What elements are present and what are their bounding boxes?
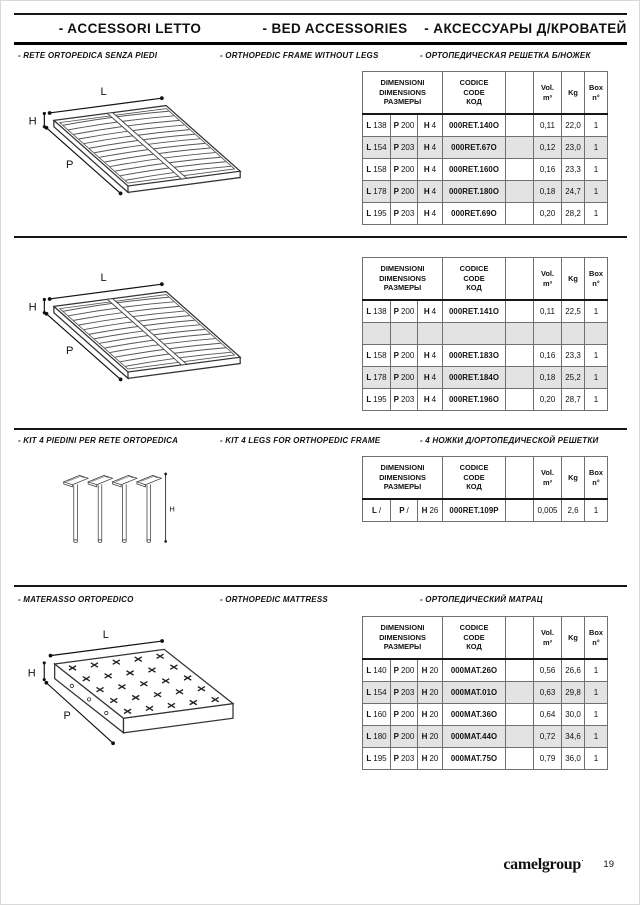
dimension-cell: P 200 bbox=[391, 659, 418, 681]
volume-cell: 0,11 bbox=[534, 114, 562, 136]
box-count-cell: 1 bbox=[585, 499, 608, 521]
box-count-cell: 1 bbox=[585, 703, 608, 725]
code-cell: 000MAT.75O bbox=[443, 747, 506, 769]
dimension-cell: P / bbox=[391, 499, 418, 521]
gap-cell bbox=[506, 703, 534, 725]
dimensions-header: DIMENSIONI DIMENSIONS РАЗМЕРЫ bbox=[363, 457, 443, 500]
gap-cell bbox=[506, 725, 534, 747]
gap-header bbox=[506, 72, 534, 115]
dimension-cell: H 4 bbox=[418, 388, 443, 410]
dimension-cell: L 195 bbox=[363, 202, 391, 224]
table-header-row bbox=[363, 258, 608, 301]
gap-cell bbox=[506, 114, 534, 136]
box-count-cell: 1 bbox=[585, 136, 608, 158]
table-row bbox=[363, 322, 608, 344]
dimension-cell: L 180 bbox=[363, 725, 391, 747]
gap-cell bbox=[506, 388, 534, 410]
section3-titles bbox=[0, 436, 640, 448]
dimension-cell: L 158 bbox=[363, 344, 391, 366]
dimension-label-h: H bbox=[27, 667, 36, 680]
volume-cell: 0,11 bbox=[534, 300, 562, 322]
volume-cell: 0,64 bbox=[534, 703, 562, 725]
weight-cell: 22,5 bbox=[562, 300, 585, 322]
weight-cell: 36,0 bbox=[562, 747, 585, 769]
volume-cell: 0,18 bbox=[534, 180, 562, 202]
section1-titles bbox=[0, 51, 640, 63]
volume-cell: 0,16 bbox=[534, 344, 562, 366]
volume-cell: 0,56 bbox=[534, 659, 562, 681]
dimension-cell: L 160 bbox=[363, 703, 391, 725]
volume-cell: 0,79 bbox=[534, 747, 562, 769]
box-count-cell: 1 bbox=[585, 180, 608, 202]
code-header: CODICE CODE КОД bbox=[443, 258, 506, 301]
section1-title-en: - ORTHOPEDIC FRAME WITHOUT LEGS bbox=[220, 51, 379, 60]
kg-header: Kg bbox=[562, 258, 585, 301]
dimension-cell: H 20 bbox=[418, 725, 443, 747]
dimension-cell: P 200 bbox=[391, 300, 418, 322]
dimension-cell: P 203 bbox=[391, 388, 418, 410]
dimension-cell: P 200 bbox=[391, 344, 418, 366]
weight-cell: 23,0 bbox=[562, 136, 585, 158]
dimension-cell: H 4 bbox=[418, 300, 443, 322]
volume-cell bbox=[534, 322, 562, 344]
dimension-cell: L 178 bbox=[363, 180, 391, 202]
header-rule bbox=[14, 42, 627, 45]
volume-cell: 0,18 bbox=[534, 366, 562, 388]
box-count-cell: 1 bbox=[585, 202, 608, 224]
gap-cell bbox=[506, 202, 534, 224]
code-header: CODICE CODE КОД bbox=[443, 72, 506, 115]
dimension-cell: H 4 bbox=[418, 136, 443, 158]
spec-table-frame-1 bbox=[362, 71, 608, 225]
section4-title-it: - MATERASSO ORTOPEDICO bbox=[18, 595, 134, 604]
table-row bbox=[363, 681, 608, 703]
table-row bbox=[363, 747, 608, 769]
box-header: Box n° bbox=[585, 72, 608, 115]
volume-cell: 0,20 bbox=[534, 202, 562, 224]
table-row bbox=[363, 366, 608, 388]
dimension-label-l: L bbox=[102, 628, 109, 641]
slat-frame-drawing-1 bbox=[20, 78, 255, 203]
volume-cell: 0,72 bbox=[534, 725, 562, 747]
dimension-cell: L 138 bbox=[363, 300, 391, 322]
spec-table-legs bbox=[362, 456, 608, 522]
gap-cell bbox=[506, 747, 534, 769]
code-cell: 000RET.69O bbox=[443, 202, 506, 224]
code-cell bbox=[443, 322, 506, 344]
gap-header bbox=[506, 457, 534, 500]
box-count-cell: 1 bbox=[585, 747, 608, 769]
section3-title-it: - KIT 4 PIEDINI PER RETE ORTOPEDICA bbox=[18, 436, 179, 445]
box-count-cell: 1 bbox=[585, 114, 608, 136]
dimension-cell: P 203 bbox=[391, 681, 418, 703]
dimension-cell: L 178 bbox=[363, 366, 391, 388]
gap-cell bbox=[506, 499, 534, 521]
vol-header: Vol. m³ bbox=[534, 258, 562, 301]
code-cell: 000RET.141O bbox=[443, 300, 506, 322]
dimension-cell: H 4 bbox=[418, 366, 443, 388]
dimension-cell bbox=[363, 322, 391, 344]
box-count-cell: 1 bbox=[585, 344, 608, 366]
dimension-cell: L 195 bbox=[363, 747, 391, 769]
dimension-cell: P 203 bbox=[391, 747, 418, 769]
gap-cell bbox=[506, 659, 534, 681]
section4-title-en: - ORTHOPEDIC MATTRESS bbox=[220, 595, 328, 604]
kg-header: Kg bbox=[562, 72, 585, 115]
table-row bbox=[363, 300, 608, 322]
table-header-row bbox=[363, 72, 608, 115]
dimension-cell: L 154 bbox=[363, 681, 391, 703]
table-row bbox=[363, 114, 608, 136]
weight-cell: 34,6 bbox=[562, 725, 585, 747]
dimensions-header: DIMENSIONI DIMENSIONS РАЗМЕРЫ bbox=[363, 617, 443, 660]
code-cell: 000MAT.01O bbox=[443, 681, 506, 703]
dimension-cell: H 20 bbox=[418, 659, 443, 681]
weight-cell: 29,8 bbox=[562, 681, 585, 703]
weight-cell: 28,7 bbox=[562, 388, 585, 410]
code-cell: 000MAT.26O bbox=[443, 659, 506, 681]
section-divider-3 bbox=[14, 585, 627, 587]
table-header-row bbox=[363, 617, 608, 660]
section3-title-ru: - 4 НОЖКИ Д/ОРТОПЕДИЧЕСКОЙ РЕШЕТКИ bbox=[420, 436, 599, 445]
weight-cell: 23,3 bbox=[562, 344, 585, 366]
dimension-cell: H 20 bbox=[418, 681, 443, 703]
box-count-cell: 1 bbox=[585, 725, 608, 747]
vol-header: Vol. m³ bbox=[534, 72, 562, 115]
gap-cell bbox=[506, 180, 534, 202]
table-row bbox=[363, 499, 608, 521]
code-cell: 000RET.180O bbox=[443, 180, 506, 202]
code-cell: 000RET.183O bbox=[443, 344, 506, 366]
box-count-cell bbox=[585, 322, 608, 344]
vol-header: Vol. m³ bbox=[534, 617, 562, 660]
table-header-row bbox=[363, 457, 608, 500]
box-count-cell: 1 bbox=[585, 681, 608, 703]
table-row bbox=[363, 659, 608, 681]
gap-cell bbox=[506, 344, 534, 366]
dimension-cell: L 138 bbox=[363, 114, 391, 136]
spec-table-frame-2 bbox=[362, 257, 608, 411]
section4-title-ru: - ОРТОПЕДИЧЕСКИЙ МАТРАЦ bbox=[420, 595, 543, 604]
code-cell: 000MAT.36O bbox=[443, 703, 506, 725]
dimension-cell: L 140 bbox=[363, 659, 391, 681]
gap-cell bbox=[506, 366, 534, 388]
header-title-en: - BED ACCESSORIES bbox=[262, 21, 408, 36]
section1-title-ru: - ОРТОПЕДИЧЕСКАЯ РЕШЕТКА Б/НОЖЕК bbox=[420, 51, 591, 60]
volume-cell: 0,63 bbox=[534, 681, 562, 703]
table-row bbox=[363, 136, 608, 158]
dimension-cell: P 200 bbox=[391, 366, 418, 388]
table-row bbox=[363, 725, 608, 747]
code-header: CODICE CODE КОД bbox=[443, 617, 506, 660]
volume-cell: 0,005 bbox=[534, 499, 562, 521]
box-header: Box n° bbox=[585, 617, 608, 660]
box-count-cell: 1 bbox=[585, 366, 608, 388]
dimension-cell: P 200 bbox=[391, 725, 418, 747]
legs-kit-drawing bbox=[58, 468, 180, 551]
kg-header: Kg bbox=[562, 457, 585, 500]
gap-cell bbox=[506, 322, 534, 344]
weight-cell: 25,2 bbox=[562, 366, 585, 388]
section4-titles bbox=[0, 595, 640, 607]
box-count-cell: 1 bbox=[585, 158, 608, 180]
dimension-cell: P 203 bbox=[391, 136, 418, 158]
volume-cell: 0,16 bbox=[534, 158, 562, 180]
dimension-cell: P 200 bbox=[391, 114, 418, 136]
dimension-cell: P 200 bbox=[391, 180, 418, 202]
gap-cell bbox=[506, 681, 534, 703]
dimension-cell: H 26 bbox=[418, 499, 443, 521]
gap-header bbox=[506, 617, 534, 660]
table-row bbox=[363, 703, 608, 725]
dimension-cell: H 4 bbox=[418, 344, 443, 366]
code-header: CODICE CODE КОД bbox=[443, 457, 506, 500]
table-row bbox=[363, 202, 608, 224]
weight-cell: 23,3 bbox=[562, 158, 585, 180]
box-count-cell: 1 bbox=[585, 300, 608, 322]
camelgroup-logo: camelgroup bbox=[503, 856, 581, 873]
dimensions-header: DIMENSIONI DIMENSIONS РАЗМЕРЫ bbox=[363, 72, 443, 115]
spec-table-mattress bbox=[362, 616, 608, 770]
top-rule bbox=[14, 13, 627, 15]
code-cell: 000MAT.44O bbox=[443, 725, 506, 747]
vol-header: Vol. m³ bbox=[534, 457, 562, 500]
page-header bbox=[14, 21, 627, 36]
dimension-cell: P 203 bbox=[391, 202, 418, 224]
gap-header bbox=[506, 258, 534, 301]
dimensions-header: DIMENSIONI DIMENSIONS РАЗМЕРЫ bbox=[363, 258, 443, 301]
code-cell: 000RET.160O bbox=[443, 158, 506, 180]
weight-cell bbox=[562, 322, 585, 344]
mattress-drawing bbox=[18, 616, 253, 762]
volume-cell: 0,20 bbox=[534, 388, 562, 410]
page-number: 19 bbox=[603, 859, 614, 870]
dimension-cell: H 20 bbox=[418, 747, 443, 769]
logo-mark: · bbox=[580, 855, 584, 865]
dimension-cell bbox=[391, 322, 418, 344]
box-header: Box n° bbox=[585, 258, 608, 301]
dimension-label-h: H bbox=[169, 504, 175, 514]
code-cell: 000RET.140O bbox=[443, 114, 506, 136]
page-footer bbox=[14, 855, 614, 874]
dimension-cell: L 154 bbox=[363, 136, 391, 158]
dimension-cell bbox=[418, 322, 443, 344]
weight-cell: 2,6 bbox=[562, 499, 585, 521]
code-cell: 000RET.184O bbox=[443, 366, 506, 388]
dimension-cell: H 4 bbox=[418, 202, 443, 224]
dimension-label-p: P bbox=[63, 710, 71, 723]
dimension-cell: H 4 bbox=[418, 114, 443, 136]
weight-cell: 28,2 bbox=[562, 202, 585, 224]
box-count-cell: 1 bbox=[585, 388, 608, 410]
header-title-it: - ACCESSORI LETTO bbox=[58, 21, 202, 36]
dimension-cell: H 4 bbox=[418, 158, 443, 180]
code-cell: 000RET.67O bbox=[443, 136, 506, 158]
dimension-cell: P 200 bbox=[391, 158, 418, 180]
gap-cell bbox=[506, 300, 534, 322]
box-count-cell: 1 bbox=[585, 659, 608, 681]
weight-cell: 30,0 bbox=[562, 703, 585, 725]
header-title-ru: - АКСЕССУАРЫ Д/КРОВАТЕЙ bbox=[424, 21, 627, 36]
volume-cell: 0,12 bbox=[534, 136, 562, 158]
code-cell: 000RET.109P bbox=[443, 499, 506, 521]
section3-title-en: - KIT 4 LEGS FOR ORTHOPEDIC FRAME bbox=[220, 436, 381, 445]
section1-title-it: - RETE ORTOPEDICA SENZA PIEDI bbox=[18, 51, 158, 60]
gap-cell bbox=[506, 158, 534, 180]
section-divider-2 bbox=[14, 428, 627, 430]
weight-cell: 22,0 bbox=[562, 114, 585, 136]
weight-cell: 24,7 bbox=[562, 180, 585, 202]
dimension-cell: L 158 bbox=[363, 158, 391, 180]
weight-cell: 26,6 bbox=[562, 659, 585, 681]
kg-header: Kg bbox=[562, 617, 585, 660]
dimension-cell: P 200 bbox=[391, 703, 418, 725]
table-row bbox=[363, 158, 608, 180]
code-cell: 000RET.196O bbox=[443, 388, 506, 410]
table-row bbox=[363, 388, 608, 410]
dimension-cell: L / bbox=[363, 499, 391, 521]
table-row bbox=[363, 344, 608, 366]
table-row bbox=[363, 180, 608, 202]
dimension-cell: L 195 bbox=[363, 388, 391, 410]
slat-frame-drawing-2 bbox=[20, 264, 255, 389]
section-divider-1 bbox=[14, 236, 627, 238]
dimension-cell: H 4 bbox=[418, 180, 443, 202]
gap-cell bbox=[506, 136, 534, 158]
box-header: Box n° bbox=[585, 457, 608, 500]
dimension-cell: H 20 bbox=[418, 703, 443, 725]
